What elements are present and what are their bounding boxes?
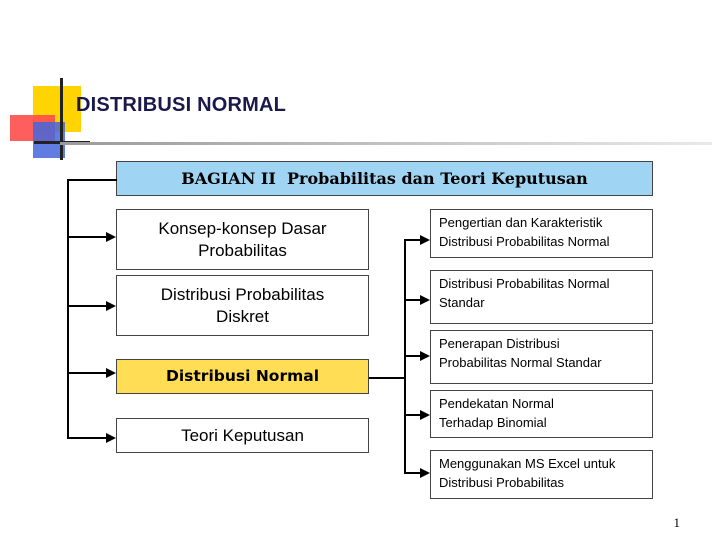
right-connector-from-normal <box>369 377 405 379</box>
left-connector-2 <box>67 305 107 307</box>
left-bracket-top <box>67 179 117 181</box>
right-arrow-5 <box>420 468 430 478</box>
topic-label: Konsep-konsep Dasar Probabilitas <box>158 219 327 260</box>
topic-label: Teori Keputusan <box>181 425 304 445</box>
topic-box-distribusi-normal <box>116 359 369 394</box>
left-arrow-3 <box>106 368 116 378</box>
subtopic-box-pengertian <box>430 209 653 258</box>
title-underline <box>60 142 712 145</box>
left-arrow-4 <box>106 433 116 443</box>
subtopic-label: Pendekatan Normal Terhadap Binomial <box>439 396 554 430</box>
header-label: BAGIAN II Probabilitas dan Teori Keputusan <box>181 169 588 188</box>
right-arrow-1 <box>420 235 430 245</box>
title-ornament-vertical-line <box>60 78 63 160</box>
subtopic-label: Penerapan Distribusi Probabilitas Normal Standar <box>439 336 602 370</box>
page-number: 1 <box>673 515 680 530</box>
left-bracket-vertical <box>67 179 69 439</box>
subtopic-box-normal-standar <box>430 270 653 324</box>
topic-box-teori-keputusan <box>116 418 369 453</box>
slide-title: DISTRIBUSI NORMAL <box>76 94 287 116</box>
header-box <box>116 161 653 196</box>
right-arrow-4 <box>420 410 430 420</box>
subtopic-label: Pengertian dan Karakteristik Distribusi Probabilitas Normal <box>439 215 610 249</box>
right-arrow-3 <box>420 351 430 361</box>
left-connector-1 <box>67 236 107 238</box>
topic-label: Distribusi Normal <box>165 366 320 385</box>
topic-box-distribusi-diskret <box>116 275 369 336</box>
subtopic-box-pendekatan-binomial <box>430 390 653 438</box>
subtopic-label: Distribusi Probabilitas Normal Standar <box>439 276 610 310</box>
topic-label: Distribusi Probabilitas Diskret <box>160 285 325 326</box>
left-connector-4 <box>67 437 107 439</box>
right-arrow-2 <box>420 295 430 305</box>
left-arrow-2 <box>106 301 116 311</box>
left-arrow-1 <box>106 232 116 242</box>
topic-box-konsep-dasar <box>116 209 369 270</box>
subtopic-box-ms-excel <box>430 450 653 499</box>
subtopic-box-penerapan <box>430 330 653 384</box>
subtopic-label: Menggunakan MS Excel untuk Distribusi Probabilitas <box>439 456 616 490</box>
left-connector-3 <box>67 372 107 374</box>
